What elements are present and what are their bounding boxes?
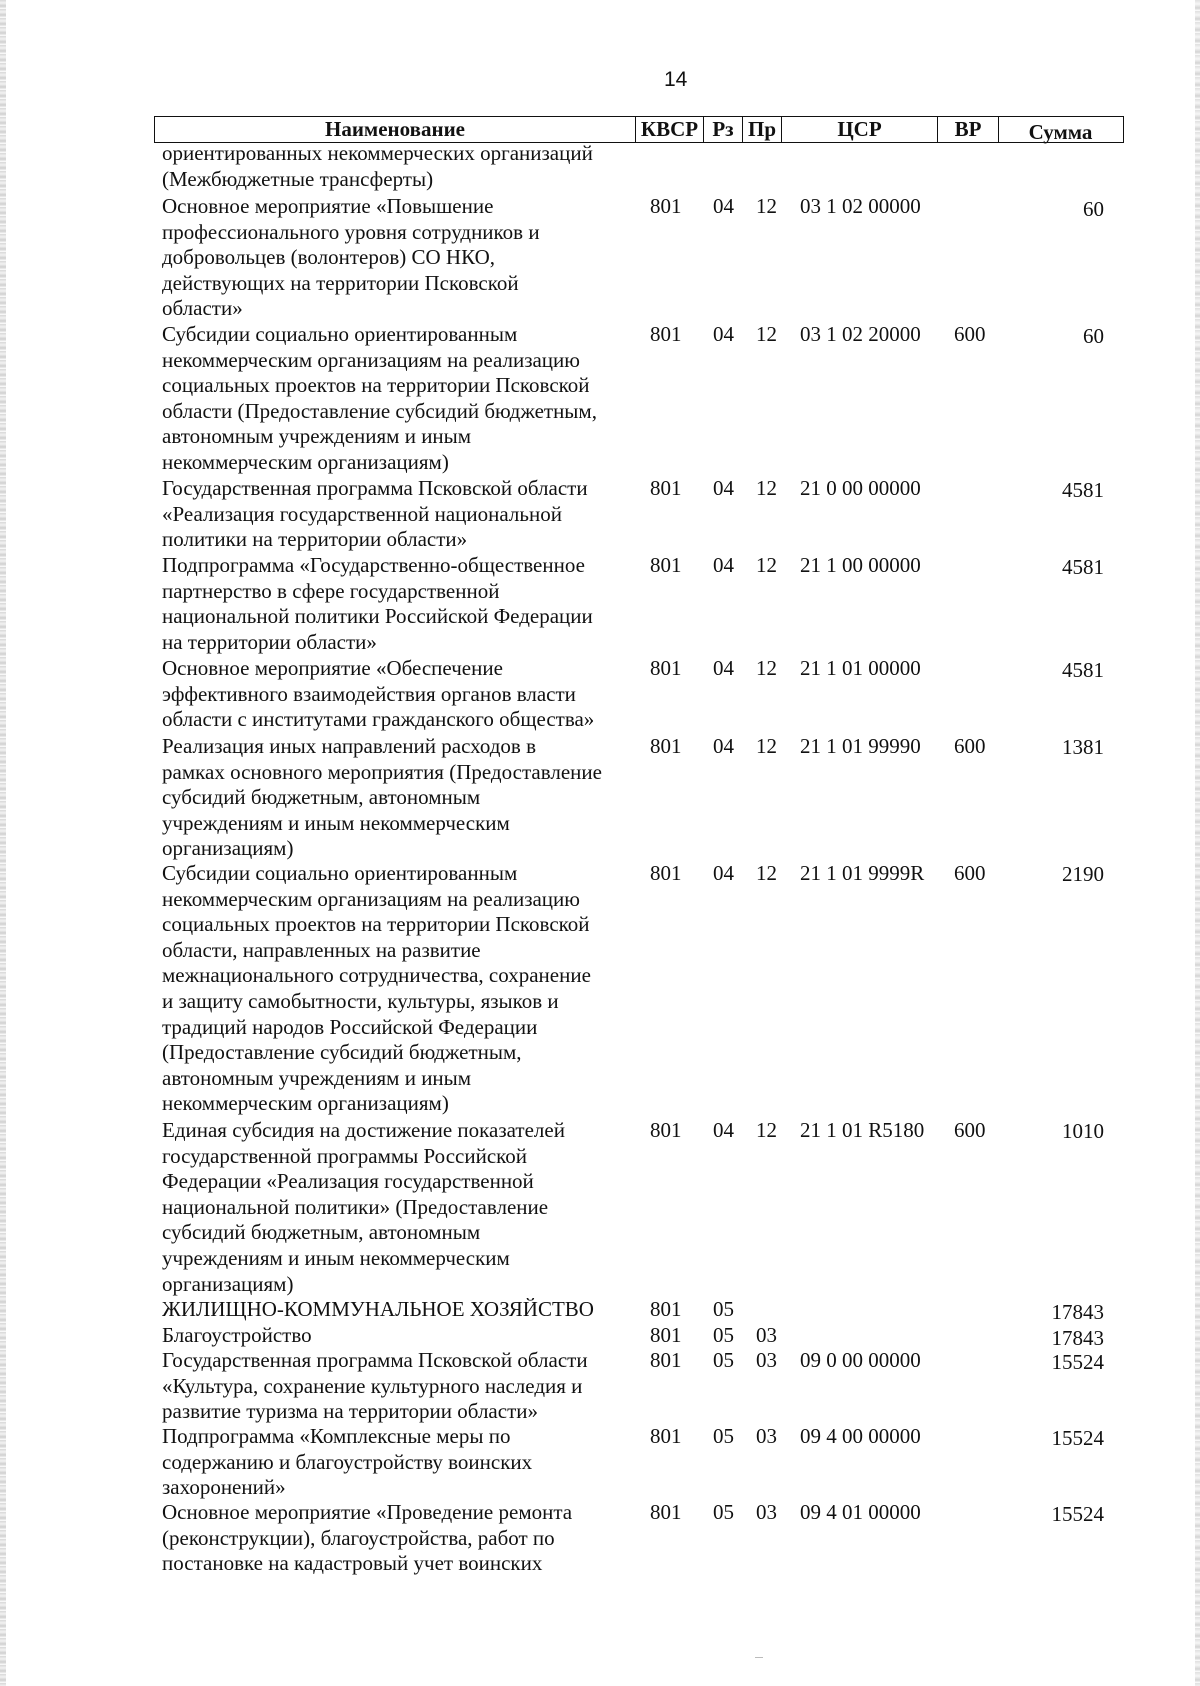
- row-kvsr: 801: [650, 656, 682, 680]
- row-rz: 04: [713, 322, 734, 346]
- row-name: Реализация иных направлений расходов в рамках основного мероприятия (Предоставление субсидий бюджетным, автономным учреждениям и иным некоммерческим организациям): [162, 734, 602, 861]
- scan-edge-right: [1195, 0, 1200, 1686]
- row-csr: 21 1 00 00000: [800, 553, 921, 577]
- row-kvsr: 801: [650, 1323, 682, 1347]
- table-header: [154, 116, 1124, 143]
- row-sum: 17843: [1051, 1300, 1104, 1324]
- row-sum: 4581: [1062, 478, 1104, 502]
- row-pr: 12: [756, 861, 777, 885]
- row-csr: 09 0 00 00000: [800, 1348, 921, 1372]
- row-sum: 1010: [1062, 1119, 1104, 1143]
- row-kvsr: 801: [650, 1424, 682, 1448]
- row-name: ЖИЛИЩНО-КОММУНАЛЬНОЕ ХОЗЯЙСТВО: [162, 1297, 594, 1321]
- row-kvsr: 801: [650, 476, 682, 500]
- row-sum: 15524: [1051, 1502, 1104, 1526]
- row-rz: 04: [713, 861, 734, 885]
- header-csr: ЦСР: [837, 117, 882, 141]
- row-kvsr: 801: [650, 553, 682, 577]
- row-rz: 05: [713, 1323, 734, 1347]
- row-rz: 05: [713, 1424, 734, 1448]
- row-rz: 04: [713, 1118, 734, 1142]
- row-name: Субсидии социально ориентированным некоммерческим организациям на реализацию социальных проектов на территории Псковской области (Предоставление субсидий бюджетным, автономным учреждениям и иным некоммерческим организациям): [162, 322, 597, 474]
- row-name: Основное мероприятие «Обеспечение эффективного взаимодействия органов власти области с институтами гражданского общества»: [162, 656, 595, 732]
- row-name: Государственная программа Псковской области «Культура, сохранение культурного наследия и развитие туризма на территории области»: [162, 1348, 588, 1424]
- row-sum: 4581: [1062, 658, 1104, 682]
- row-rz: 04: [713, 734, 734, 758]
- row-name: Благоустройство: [162, 1323, 312, 1347]
- row-sum: 17843: [1051, 1326, 1104, 1350]
- row-csr: 21 1 01 9999R: [800, 861, 925, 885]
- row-name: Основное мероприятие «Проведение ремонта (реконструкции), благоустройства, работ по постановке на кадастровый учет воинских: [162, 1500, 573, 1576]
- header-sum: Сумма: [1028, 120, 1093, 144]
- row-csr: 03 1 02 20000: [800, 322, 921, 346]
- row-rz: 04: [713, 476, 734, 500]
- row-kvsr: 801: [650, 1118, 682, 1142]
- row-pr: 03: [756, 1348, 777, 1372]
- row-csr: 21 1 01 99990: [800, 734, 921, 758]
- row-csr: 03 1 02 00000: [800, 194, 921, 218]
- header-name: Наименование: [325, 117, 465, 141]
- row-pr: 12: [756, 322, 777, 346]
- row-sum: 15524: [1051, 1350, 1104, 1374]
- row-pr: 12: [756, 476, 777, 500]
- row-name: Основное мероприятие «Повышение профессионального уровня сотрудников и добровольцев (волонтеров) СО НКО, действующих на территории Псковской области»: [162, 194, 540, 321]
- row-name: Единая субсидия на достижение показателей государственной программы Российской Федерации «Реализация государственной национальной политики» (Предоставление субсидий бюджетным, автономным учреждениям и иным некоммерческим организациям): [162, 1118, 565, 1296]
- row-vr: 600: [954, 861, 986, 885]
- row-pr: 12: [756, 1118, 777, 1142]
- row-name: Подпрограмма «Государственно-общественное партнерство в сфере государственной национальной политики Российской Федерации на территории области»: [162, 553, 593, 654]
- row-sum: 4581: [1062, 555, 1104, 579]
- row-rz: 05: [713, 1500, 734, 1524]
- row-rz: 04: [713, 656, 734, 680]
- row-rz: 05: [713, 1297, 734, 1321]
- row-vr: 600: [954, 322, 986, 346]
- row-kvsr: 801: [650, 1348, 682, 1372]
- row-sum: 60: [1083, 197, 1104, 221]
- row-csr: 09 4 01 00000: [800, 1500, 921, 1524]
- row-name: ориентированных некоммерческих организаций (Межбюджетные трансферты): [162, 141, 593, 191]
- row-kvsr: 801: [650, 194, 682, 218]
- row-kvsr: 801: [650, 1500, 682, 1524]
- row-pr: 12: [756, 734, 777, 758]
- row-pr: 12: [756, 553, 777, 577]
- header-rz: Рз: [712, 117, 734, 141]
- row-pr: 12: [756, 194, 777, 218]
- row-pr: 03: [756, 1424, 777, 1448]
- page-number: 14: [664, 68, 688, 91]
- row-pr: 12: [756, 656, 777, 680]
- header-pr: Пр: [747, 117, 776, 141]
- row-kvsr: 801: [650, 322, 682, 346]
- row-vr: 600: [954, 1118, 986, 1142]
- row-csr: 21 0 00 00000: [800, 476, 921, 500]
- row-pr: 03: [756, 1323, 777, 1347]
- row-pr: 03: [756, 1500, 777, 1524]
- header-kvsr: КВСР: [640, 117, 699, 141]
- row-rz: 05: [713, 1348, 734, 1372]
- row-sum: 2190: [1062, 862, 1104, 886]
- row-sum: 15524: [1051, 1426, 1104, 1450]
- row-rz: 04: [713, 194, 734, 218]
- row-name: Субсидии социально ориентированным некоммерческим организациям на реализацию социальных проектов на территории Псковской области, направленных на развитие межнационального сотрудничества, сохранение и защиту самобытности, культуры, языков и традиций народов Российской Федерации (Предоставление субсидий бюджетным, автономным учреждениям и иным некоммерческим организациям): [162, 861, 591, 1116]
- row-sum: 1381: [1062, 735, 1104, 759]
- header-vr: ВР: [954, 117, 982, 141]
- row-kvsr: 801: [650, 861, 682, 885]
- row-csr: 09 4 00 00000: [800, 1424, 921, 1448]
- row-kvsr: 801: [650, 1297, 682, 1321]
- row-sum: 60: [1083, 324, 1104, 348]
- row-name: Подпрограмма «Комплексные меры по содержанию и благоустройству воинских захоронений»: [162, 1424, 533, 1500]
- row-csr: 21 1 01 00000: [800, 656, 921, 680]
- row-vr: 600: [954, 734, 986, 758]
- row-rz: 04: [713, 553, 734, 577]
- row-name: Государственная программа Псковской области «Реализация государственной национальной политики на территории области»: [162, 476, 588, 552]
- row-kvsr: 801: [650, 734, 682, 758]
- row-csr: 21 1 01 R5180: [800, 1118, 925, 1142]
- scan-edge-left: [0, 0, 6, 1686]
- scan-speck: [755, 1657, 763, 1658]
